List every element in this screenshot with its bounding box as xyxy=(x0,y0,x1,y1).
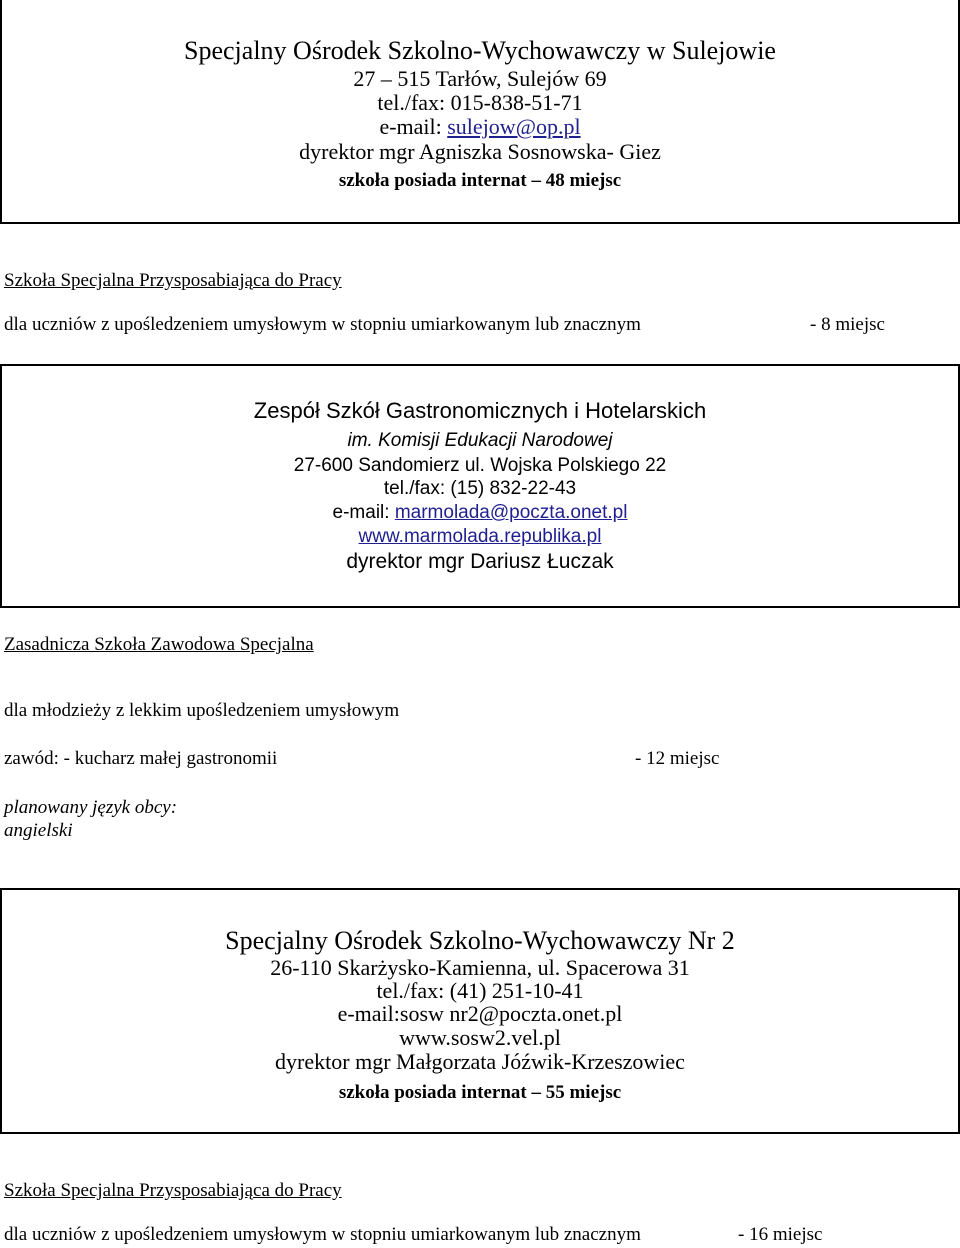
unit-places: - 16 miejsc xyxy=(738,1224,823,1245)
school-internat: szkoła posiada internat – 48 miejsc xyxy=(338,170,622,191)
school-internat: szkoła posiada internat – 55 miejsc xyxy=(338,1082,622,1103)
unit-places: - 8 miejsc xyxy=(810,314,885,335)
school-phone: tel./fax: 015-838-51-71 xyxy=(377,90,583,115)
school-phone: tel./fax: (41) 251-10-41 xyxy=(376,978,584,1003)
unit-heading: Szkoła Specjalna Przysposabiająca do Pracy xyxy=(4,1180,342,1201)
unit-description: dla młodzieży z lekkim upośledzeniem umysłowym xyxy=(4,700,400,721)
school-phone: tel./fax: (15) 832-22-43 xyxy=(383,478,577,499)
language-label: planowany język obcy: xyxy=(4,797,178,818)
school-box-sulejow xyxy=(0,0,960,224)
school-address: 26-110 Skarżysko-Kamienna, ul. Spacerowa 31 xyxy=(270,955,690,980)
school-website: www.sosw2.vel.pl xyxy=(399,1025,561,1050)
school-box-sandomierz xyxy=(0,364,960,608)
unit-places: - 12 miejsc xyxy=(635,748,720,769)
school-director: dyrektor mgr Małgorzata Jóźwik-Krzeszowiec xyxy=(275,1049,685,1074)
school-email-line xyxy=(2,502,958,524)
email-link[interactable]: sulejow@op.pl xyxy=(447,114,581,139)
school-patron: im. Komisji Edukacji Narodowej xyxy=(347,430,613,451)
school-name: Specjalny Ośrodek Szkolno-Wychowawczy w Sulejowie xyxy=(184,36,776,65)
school-address: 27 – 515 Tarłów, Sulejów 69 xyxy=(353,66,607,91)
email-link[interactable]: marmolada@poczta.onet.pl xyxy=(394,502,628,523)
unit-heading: Szkoła Specjalna Przysposabiająca do Pracy xyxy=(4,270,342,291)
unit-description: dla uczniów z upośledzeniem umysłowym w stopniu umiarkowanym lub znacznym xyxy=(4,314,641,335)
language-value: angielski xyxy=(4,820,73,841)
email-label: e-mail: xyxy=(379,114,448,139)
unit-profession: zawód: - kucharz małej gastronomii xyxy=(4,748,278,769)
school-website-line xyxy=(2,526,958,548)
website-link[interactable]: www.marmolada.republika.pl xyxy=(358,526,602,547)
email-label: e-mail: xyxy=(332,502,395,523)
school-email-line xyxy=(2,114,958,140)
school-director: dyrektor mgr Agniszka Sosnowska- Giez xyxy=(299,139,661,164)
school-email: e-mail:sosw nr2@poczta.onet.pl xyxy=(337,1001,623,1026)
school-name: Zespół Szkół Gastronomicznych i Hotelarskich xyxy=(253,398,707,423)
school-address: 27-600 Sandomierz ul. Wojska Polskiego 22 xyxy=(293,455,667,476)
school-director: dyrektor mgr Dariusz Łuczak xyxy=(346,550,614,573)
unit-heading: Zasadnicza Szkoła Zawodowa Specjalna xyxy=(4,634,314,655)
school-box-skarzysko xyxy=(0,888,960,1134)
unit-description: dla uczniów z upośledzeniem umysłowym w stopniu umiarkowanym lub znacznym xyxy=(4,1224,641,1245)
school-name: Specjalny Ośrodek Szkolno-Wychowawczy Nr 2 xyxy=(225,926,735,955)
